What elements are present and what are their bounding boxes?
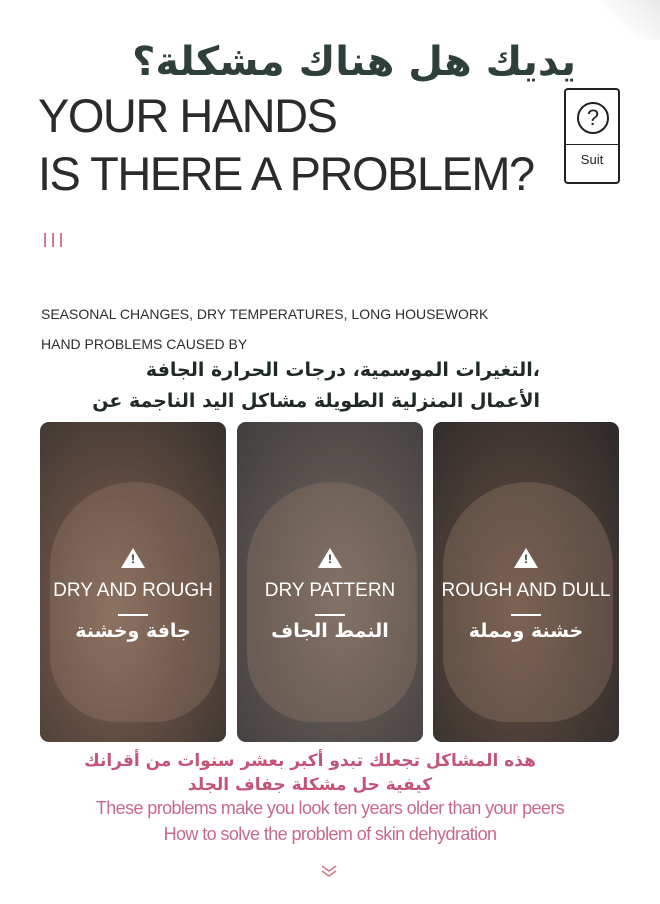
english-title-line1: YOUR HANDS bbox=[38, 89, 337, 142]
footer-english-line1: These problems make you look ten years older than your peers bbox=[95, 798, 565, 818]
card-arabic-label: خشنة ومملة bbox=[468, 620, 584, 642]
badge-divider bbox=[566, 144, 618, 145]
footer-arabic-line1: هذه المشاكل تجعلك تبدو أكبر بعشر سنوات من أقرانك bbox=[84, 751, 536, 771]
intro-english-line2: HAND PROBLEMS CAUSED BY bbox=[41, 336, 248, 352]
arabic-title: يديك هل هناك مشكلة؟ bbox=[132, 39, 576, 85]
footer-arabic-line2: كيفية حل مشكلة جفاف الجلد bbox=[187, 775, 433, 795]
card-english-label: DRY AND ROUGH bbox=[53, 580, 213, 601]
card-divider bbox=[315, 614, 345, 616]
card-arabic-label: النمط الجاف bbox=[271, 620, 389, 642]
card-divider bbox=[118, 614, 148, 616]
corner-shade bbox=[600, 0, 660, 40]
suit-label: Suit bbox=[580, 152, 604, 167]
question-circle-icon: ? bbox=[577, 102, 609, 134]
english-title-line2: IS THERE A PROBLEM? bbox=[38, 147, 534, 200]
problem-card-dry-rough: ! DRY AND ROUGH جافة وخشنة bbox=[40, 422, 226, 742]
footer-english-line2: How to solve the problem of skin dehydration bbox=[163, 824, 497, 844]
decorative-bars bbox=[44, 232, 68, 251]
problem-card-dry-pattern: ! DRY PATTERN النمط الجاف bbox=[237, 422, 423, 742]
card-english-label: DRY PATTERN bbox=[264, 580, 396, 601]
problem-card-rough-dull: ! ROUGH AND DULL خشنة ومملة bbox=[433, 422, 619, 742]
double-chevron-down-icon[interactable] bbox=[320, 864, 338, 878]
suit-badge bbox=[564, 88, 620, 184]
intro-english-line1: SEASONAL CHANGES, DRY TEMPERATURES, LONG HOUSEWORK bbox=[41, 306, 489, 322]
intro-arabic-line2: الأعمال المنزلية الطويلة مشاكل اليد الناجمة عن bbox=[92, 390, 540, 412]
card-english-label: ROUGH AND DULL bbox=[441, 580, 611, 601]
intro-arabic-line1: ،التغيرات الموسمية، درجات الحرارة الجافة bbox=[145, 359, 540, 381]
card-arabic-label: جافة وخشنة bbox=[75, 620, 191, 642]
card-divider bbox=[511, 614, 541, 616]
